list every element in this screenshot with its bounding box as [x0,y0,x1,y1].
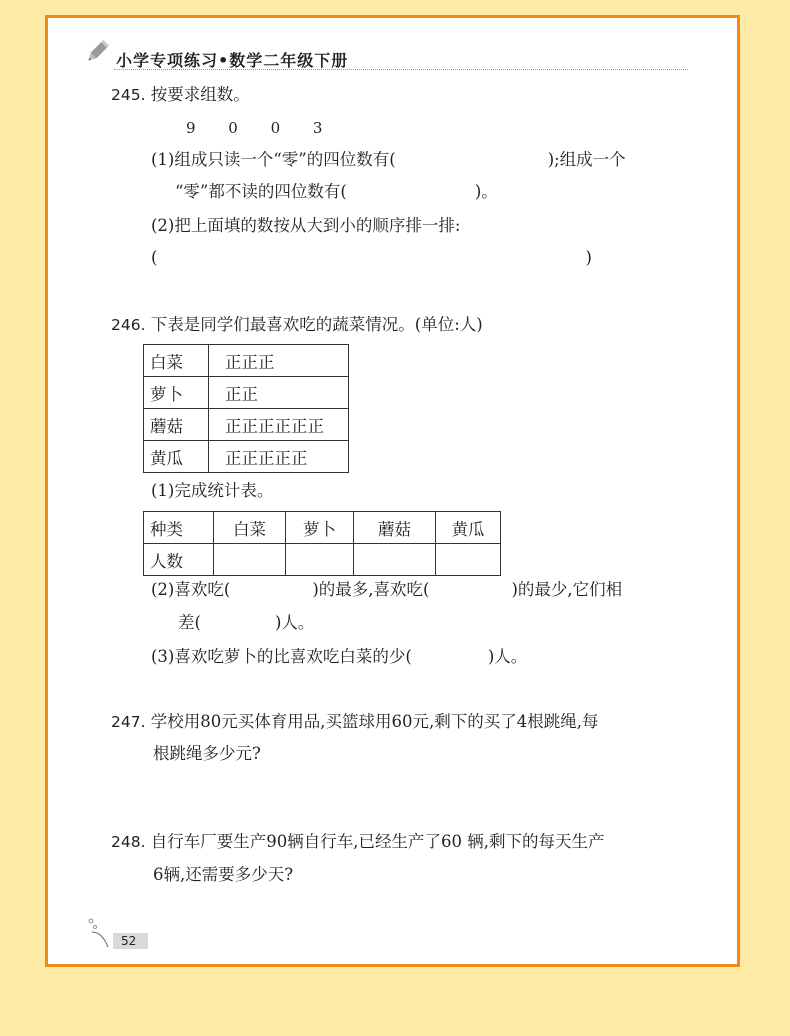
stat-header-cell: 蘑菇 [354,512,436,544]
q246-part2-text-c: )的最少,它们相 [511,580,623,599]
q245-stem: 按要求组数。 [150,85,250,104]
q247-text: 学校用80元买体育用品,买篮球用60元,剩下的买了4根跳绳,每 [150,712,599,731]
page-header [84,38,688,72]
tally-veg: 白菜 [144,345,209,377]
tally-marks: 正正 [209,377,349,409]
tally-marks: 正正正 [209,345,349,377]
q246-stem: 下表是同学们最喜欢吃的蔬菜情况。(单位:人) [150,315,483,334]
stat-header-cell: 萝卜 [286,512,354,544]
tally-row [144,377,349,409]
q246-part2-text-d: 差( [178,613,201,632]
q246-part2-text-e: )人。 [274,613,315,632]
swirl-icon [88,918,110,948]
stat-header-cell: 黄瓜 [436,512,501,544]
q247-line1 [111,711,599,733]
tally-marks: 正正正正正正 [209,409,349,441]
q246-part2-text-b: )的最多,喜欢吃( [312,580,430,599]
q245-digits: 9 0 0 3 [186,119,337,137]
page-number: 52 [113,933,148,949]
tally-veg: 黄瓜 [144,441,209,473]
q245-part1-text-a: (1)组成只读一个“零”的四位数有( [151,150,396,169]
tally-table [143,344,349,473]
worksheet-page [45,15,740,967]
q245-part1-line2 [175,181,498,203]
tally-veg: 萝卜 [144,377,209,409]
q246-part3-text-a: (3)喜欢吃萝卜的比喜欢吃白菜的少( [151,647,412,666]
q248-line2: 6辆,还需要多少天? [153,865,294,884]
q246-stem-line [111,314,483,336]
q246-part3-text-b: )人。 [487,647,528,666]
stat-answer-cell[interactable] [286,544,354,576]
tally-veg: 蘑菇 [144,409,209,441]
q246-number: 246. [111,316,146,334]
q245-part2-answer [151,247,592,269]
tally-row [144,441,349,473]
q245-part1-text-d: )。 [474,182,498,201]
q245-part1-line1 [151,149,626,171]
paren-close: ) [585,248,592,267]
q246-part1: (1)完成统计表。 [151,481,274,500]
q245-part1-text-b: );组成一个 [547,150,626,169]
q248-line1 [111,831,605,853]
stat-header-row [144,512,501,544]
stat-header-cell: 种类 [144,512,214,544]
q246-part2-text-a: (2)喜欢吃( [151,580,231,599]
q247-number: 247. [111,713,146,731]
pencil-icon [84,38,110,66]
q247-line2: 根跳绳多少元? [153,744,261,763]
q246-part3 [151,646,527,668]
header-title: 小学专项练习•数学二年级下册 [116,51,349,70]
stat-answer-cell[interactable] [214,544,286,576]
q245-part2: (2)把上面填的数按从大到小的顺序排一排: [151,216,461,235]
tally-marks: 正正正正正 [209,441,349,473]
stat-row-label: 人数 [144,544,214,576]
stat-table [143,511,501,576]
q246-part2-line2 [178,612,314,634]
stat-header-cell: 白菜 [214,512,286,544]
header-divider [114,69,688,70]
tally-row [144,409,349,441]
tally-row [144,345,349,377]
q245-stem-line [111,84,250,106]
stat-answer-cell[interactable] [354,544,436,576]
q248-text: 自行车厂要生产90辆自行车,已经生产了60 辆,剩下的每天生产 [150,832,605,851]
paren-open: ( [151,248,158,267]
stat-answer-cell[interactable] [436,544,501,576]
stat-count-row [144,544,501,576]
q248-number: 248. [111,833,146,851]
q246-part2-line1 [151,579,622,601]
q245-part1-text-c: “零”都不读的四位数有( [175,182,347,201]
q245-number: 245. [111,86,146,104]
